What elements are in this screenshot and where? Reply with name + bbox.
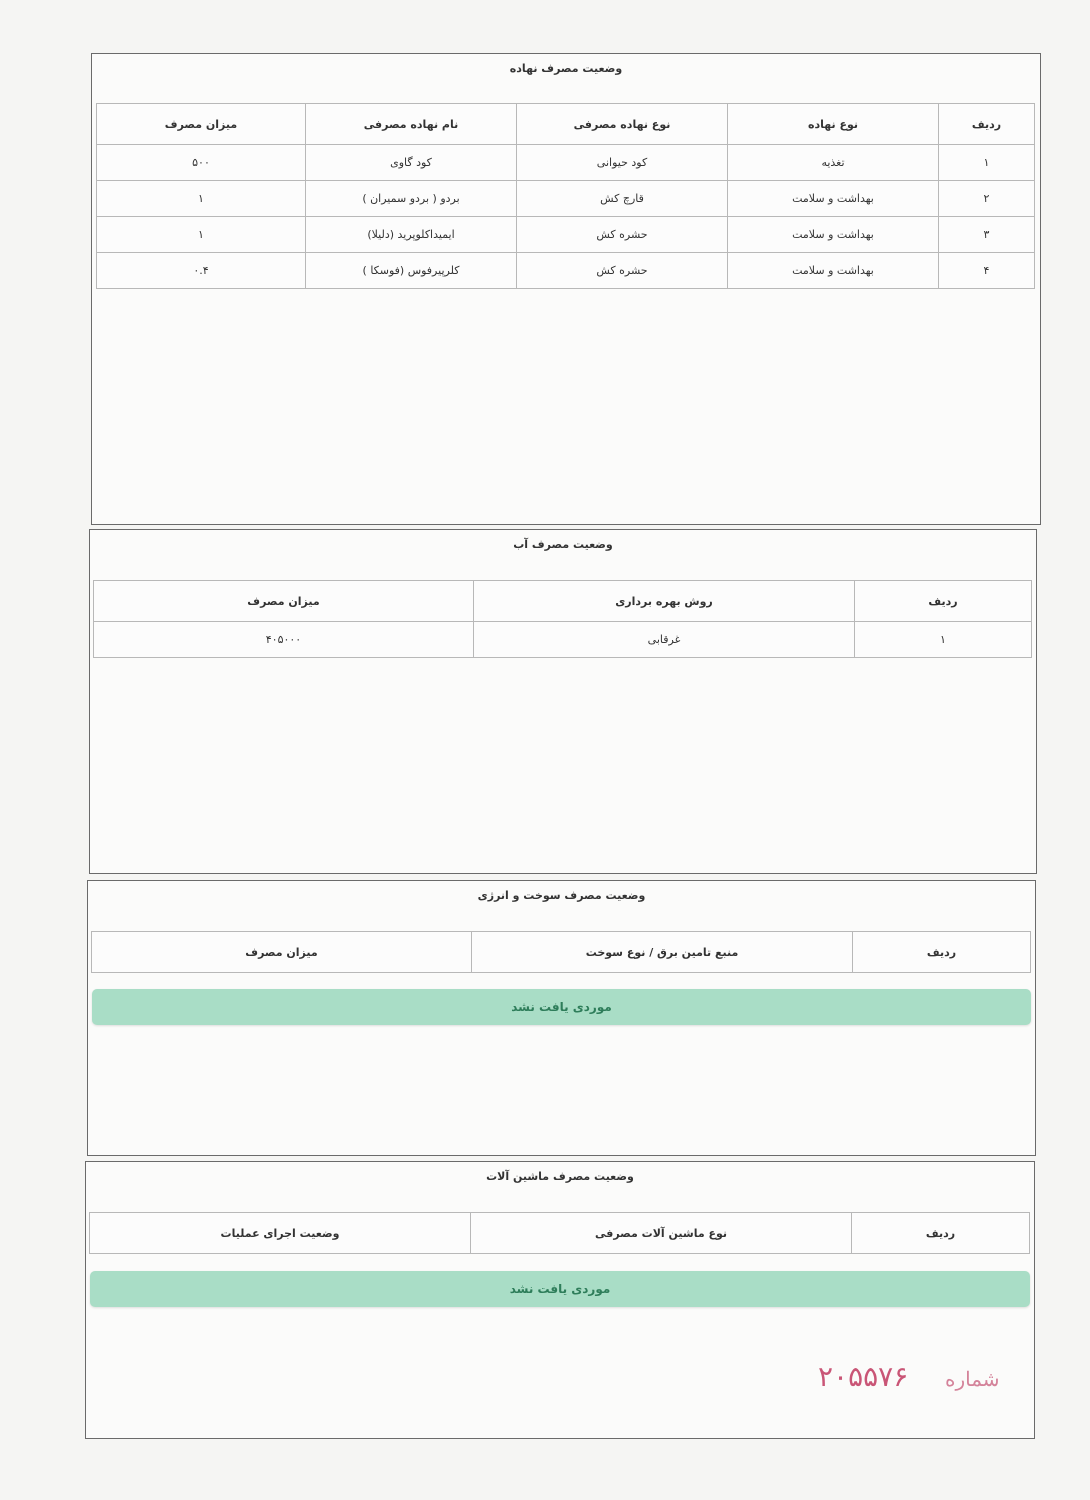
fuel-table: [91, 931, 1031, 973]
inputs-header-row: [97, 104, 1035, 145]
header-consumed-input-name: نام نهاده مصرفی: [306, 104, 517, 145]
serial-number-value: ۲۰۵۵۷۶: [818, 1360, 909, 1393]
machinery-table: [89, 1212, 1030, 1254]
machinery-header-row: [90, 1213, 1030, 1254]
table-row: [97, 253, 1035, 289]
cell-consumption-amount: ۴۰۵۰۰۰: [94, 622, 474, 658]
cell-consumed-input-name: بردو ( بردو سمیران ): [306, 181, 517, 217]
header-power-source-fuel-type: منبع تامین برق / نوع سوخت: [472, 932, 853, 973]
header-row-number: ردیف: [939, 104, 1035, 145]
inputs-section-title: وضعیت مصرف نهاده: [509, 62, 623, 75]
cell-input-type: بهداشت و سلامت: [728, 253, 939, 289]
serial-number-label: شماره: [945, 1367, 1000, 1391]
cell-input-type: بهداشت و سلامت: [728, 217, 939, 253]
machinery-section-title: وضعیت مصرف ماشین آلات: [486, 1170, 634, 1183]
cell-consumed-input-type: حشره کش: [517, 253, 728, 289]
inputs-section: [91, 53, 1041, 525]
fuel-section: [87, 880, 1036, 1156]
table-row: [97, 217, 1035, 253]
cell-row-number: ۲: [939, 181, 1035, 217]
cell-consumed-input-name: کلرپیرفوس (فوسکا ): [306, 253, 517, 289]
header-operation-status: وضعیت اجرای عملیات: [90, 1213, 471, 1254]
header-consumption-amount: میزان مصرف: [92, 932, 472, 973]
inputs-table: [96, 103, 1035, 289]
header-consumption-amount: میزان مصرف: [97, 104, 306, 145]
cell-input-type: تغذیه: [728, 145, 939, 181]
no-results-message: موردی یافت نشد: [90, 1271, 1030, 1307]
fuel-header-row: [92, 932, 1031, 973]
water-header-row: [94, 581, 1032, 622]
cell-row-number: ۱: [855, 622, 1032, 658]
cell-extraction-method: غرقابی: [474, 622, 855, 658]
water-section-title: وضعیت مصرف آب: [513, 538, 613, 551]
cell-row-number: ۱: [939, 145, 1035, 181]
water-section: [89, 529, 1037, 874]
no-results-message: موردی یافت نشد: [92, 989, 1031, 1025]
cell-consumption-amount: ۵۰۰: [97, 145, 306, 181]
cell-consumed-input-type: کود حیوانی: [517, 145, 728, 181]
header-row-number: ردیف: [855, 581, 1032, 622]
header-consumption-amount: میزان مصرف: [94, 581, 474, 622]
cell-consumed-input-type: قارچ کش: [517, 181, 728, 217]
cell-consumed-input-type: حشره کش: [517, 217, 728, 253]
cell-consumed-input-name: کود گاوی: [306, 145, 517, 181]
table-row: [97, 145, 1035, 181]
water-table: [93, 580, 1032, 658]
header-machinery-type: نوع ماشین آلات مصرفی: [471, 1213, 852, 1254]
header-input-type: نوع نهاده: [728, 104, 939, 145]
cell-row-number: ۳: [939, 217, 1035, 253]
header-row-number: ردیف: [853, 932, 1031, 973]
cell-input-type: بهداشت و سلامت: [728, 181, 939, 217]
cell-consumption-amount: ۱: [97, 181, 306, 217]
cell-consumption-amount: ۱: [97, 217, 306, 253]
table-row: [94, 622, 1032, 658]
header-row-number: ردیف: [852, 1213, 1030, 1254]
cell-consumption-amount: ۰.۴: [97, 253, 306, 289]
machinery-section: [85, 1161, 1035, 1439]
cell-consumed-input-name: ایمیداکلوپرید (دلیلا): [306, 217, 517, 253]
cell-row-number: ۴: [939, 253, 1035, 289]
fuel-section-title: وضعیت مصرف سوخت و انرژی: [477, 889, 646, 902]
header-extraction-method: روش بهره برداری: [474, 581, 855, 622]
table-row: [97, 181, 1035, 217]
header-consumed-input-type: نوع نهاده مصرفی: [517, 104, 728, 145]
